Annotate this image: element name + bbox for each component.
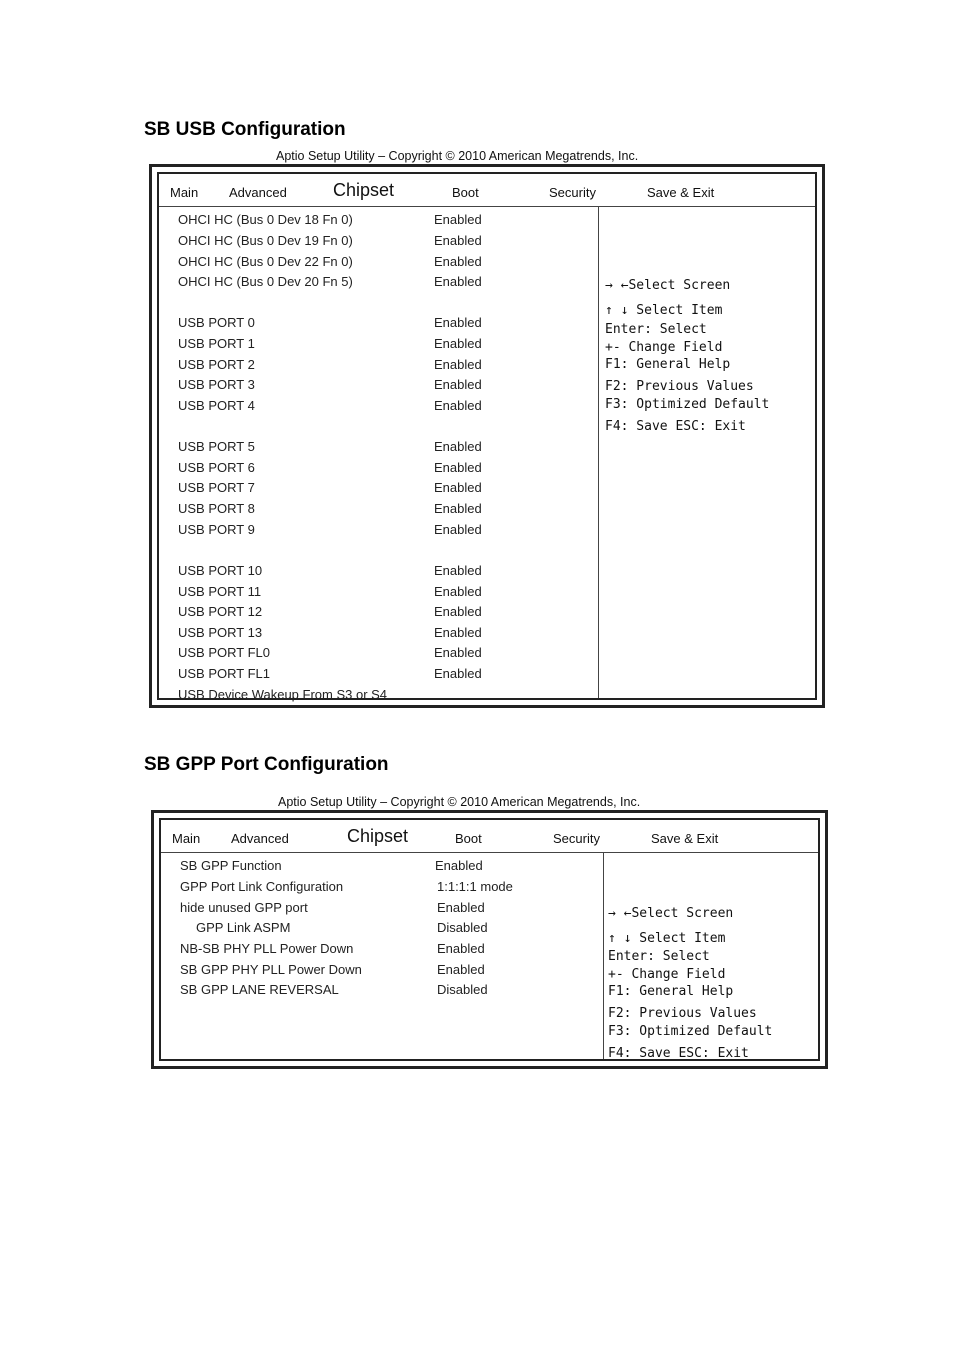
setting-value[interactable]: Enabled bbox=[434, 645, 482, 660]
setting-value[interactable]: Enabled bbox=[434, 439, 482, 454]
setting-label: hide unused GPP port bbox=[180, 900, 308, 915]
setting-value[interactable]: Enabled bbox=[437, 900, 485, 915]
setting-label: OHCI HC (Bus 0 Dev 22 Fn 0) bbox=[178, 254, 353, 269]
setting-value[interactable]: Enabled bbox=[434, 625, 482, 640]
panel-divider-usb bbox=[598, 206, 599, 698]
setting-value[interactable]: Enabled bbox=[434, 460, 482, 475]
help-general-help: F1: General Help bbox=[605, 357, 731, 372]
setting-value[interactable]: Enabled bbox=[434, 212, 482, 227]
setting-label: USB PORT FL0 bbox=[178, 645, 270, 660]
setting-value[interactable]: Enabled bbox=[434, 336, 482, 351]
setting-label: NB-SB PHY PLL Power Down bbox=[180, 941, 354, 956]
setting-label: USB PORT 4 bbox=[178, 398, 255, 413]
setting-value[interactable]: Enabled bbox=[434, 398, 482, 413]
setting-label: SB GPP LANE REVERSAL bbox=[180, 982, 339, 997]
help-enter-select: Enter: Select bbox=[605, 322, 707, 337]
setting-label: USB PORT 11 bbox=[178, 584, 262, 599]
help-optimized-default: F3: Optimized Default bbox=[605, 397, 770, 412]
menu-tab-advanced[interactable]: Advanced bbox=[229, 185, 287, 200]
menu-tab-security[interactable]: Security bbox=[553, 831, 600, 846]
setting-value[interactable]: 1:1:1:1 mode bbox=[437, 879, 513, 894]
setting-label: USB PORT 2 bbox=[178, 357, 255, 372]
menu-tab-chipset[interactable]: Chipset bbox=[333, 180, 395, 200]
help-optimized-default: F3: Optimized Default bbox=[608, 1024, 773, 1039]
help-previous-values: F2: Previous Values bbox=[605, 379, 754, 394]
copyright-banner-usb: Aptio Setup Utility – Copyright © 2010 American Megatrends, Inc. bbox=[276, 149, 639, 163]
help-previous-values: F2: Previous Values bbox=[608, 1006, 757, 1021]
setting-value[interactable]: Enabled bbox=[434, 233, 482, 248]
help-select-screen: → ←Select Screen bbox=[605, 278, 731, 293]
help-select-item: ↑ ↓ Select Item bbox=[608, 931, 726, 946]
setting-label: USB PORT 1 bbox=[178, 336, 255, 351]
menu-tab-save-exit[interactable]: Save & Exit bbox=[651, 831, 719, 846]
setting-label: USB PORT FL1 bbox=[178, 666, 270, 681]
menu-bar-usb bbox=[159, 174, 815, 207]
setting-label: USB PORT 0 bbox=[178, 315, 255, 330]
help-change-field: +- Change Field bbox=[608, 967, 726, 982]
bios-window-gpp bbox=[151, 810, 828, 1069]
setting-value[interactable]: Enabled bbox=[434, 604, 482, 619]
bios-frame-usb bbox=[157, 172, 817, 700]
setting-value[interactable]: Enabled bbox=[434, 666, 482, 681]
setting-value[interactable]: Enabled bbox=[434, 357, 482, 372]
setting-label: USB PORT 12 bbox=[178, 604, 263, 619]
help-enter-select: Enter: Select bbox=[608, 949, 710, 964]
panel-divider-gpp bbox=[603, 852, 604, 1059]
copyright-banner-gpp: Aptio Setup Utility – Copyright © 2010 American Megatrends, Inc. bbox=[278, 795, 641, 809]
menu-tab-save-exit[interactable]: Save & Exit bbox=[647, 185, 715, 200]
setting-value[interactable]: Enabled bbox=[434, 274, 482, 289]
bios-frame-gpp bbox=[159, 818, 820, 1061]
menu-tab-security[interactable]: Security bbox=[549, 185, 596, 200]
menu-bar-gpp bbox=[161, 820, 818, 853]
menu-tab-main[interactable]: Main bbox=[172, 831, 201, 846]
setting-value[interactable]: Enabled bbox=[437, 962, 485, 977]
setting-label: OHCI HC (Bus 0 Dev 20 Fn 5) bbox=[178, 274, 353, 289]
setting-label: USB PORT 9 bbox=[178, 522, 255, 537]
setting-label: USB PORT 8 bbox=[178, 501, 255, 516]
setting-value[interactable]: Enabled bbox=[434, 315, 482, 330]
help-save-exit: F4: Save ESC: Exit bbox=[608, 1046, 749, 1061]
setting-label: USB PORT 7 bbox=[178, 480, 255, 495]
setting-value[interactable]: Enabled bbox=[435, 858, 483, 873]
setting-label: OHCI HC (Bus 0 Dev 19 Fn 0) bbox=[178, 233, 353, 248]
setting-value[interactable]: Enabled bbox=[434, 522, 482, 537]
setting-label: GPP Port Link Configuration bbox=[180, 879, 344, 894]
setting-label: USB PORT 10 bbox=[178, 563, 263, 578]
setting-label: OHCI HC (Bus 0 Dev 18 Fn 0) bbox=[178, 212, 353, 227]
setting-value[interactable]: Enabled bbox=[434, 377, 482, 392]
menu-tab-advanced[interactable]: Advanced bbox=[231, 831, 289, 846]
menu-tab-boot[interactable]: Boot bbox=[455, 831, 482, 846]
bios-window-usb bbox=[149, 164, 825, 708]
setting-label: SB GPP PHY PLL Power Down bbox=[180, 962, 362, 977]
setting-label: USB PORT 6 bbox=[178, 460, 255, 475]
setting-label: USB PORT 13 bbox=[178, 625, 263, 640]
menu-tab-boot[interactable]: Boot bbox=[452, 185, 479, 200]
setting-label: USB Device Wakeup From S3 or S4 bbox=[178, 687, 388, 702]
help-select-item: ↑ ↓ Select Item bbox=[605, 303, 723, 318]
menu-tab-main[interactable]: Main bbox=[170, 185, 199, 200]
section-title-usb: SB USB Configuration bbox=[144, 119, 346, 140]
setting-value[interactable]: Enabled bbox=[434, 254, 482, 269]
setting-value[interactable]: Enabled bbox=[434, 480, 482, 495]
setting-label: SB GPP Function bbox=[180, 858, 282, 873]
setting-label: USB PORT 5 bbox=[178, 439, 255, 454]
setting-value[interactable]: Enabled bbox=[434, 584, 482, 599]
setting-label: USB PORT 3 bbox=[178, 377, 255, 392]
setting-label: GPP Link ASPM bbox=[196, 920, 291, 935]
section-title-gpp: SB GPP Port Configuration bbox=[144, 754, 389, 775]
menu-tab-chipset[interactable]: Chipset bbox=[347, 826, 409, 846]
setting-value[interactable]: Enabled bbox=[434, 563, 482, 578]
setting-value[interactable]: Disabled bbox=[437, 920, 488, 935]
help-save-exit: F4: Save ESC: Exit bbox=[605, 419, 746, 434]
help-select-screen: → ←Select Screen bbox=[608, 906, 734, 921]
help-change-field: +- Change Field bbox=[605, 340, 723, 355]
setting-value[interactable]: Disabled bbox=[437, 982, 488, 997]
setting-value[interactable]: Enabled bbox=[437, 941, 485, 956]
setting-value[interactable]: Enabled bbox=[434, 501, 482, 516]
help-general-help: F1: General Help bbox=[608, 984, 734, 999]
